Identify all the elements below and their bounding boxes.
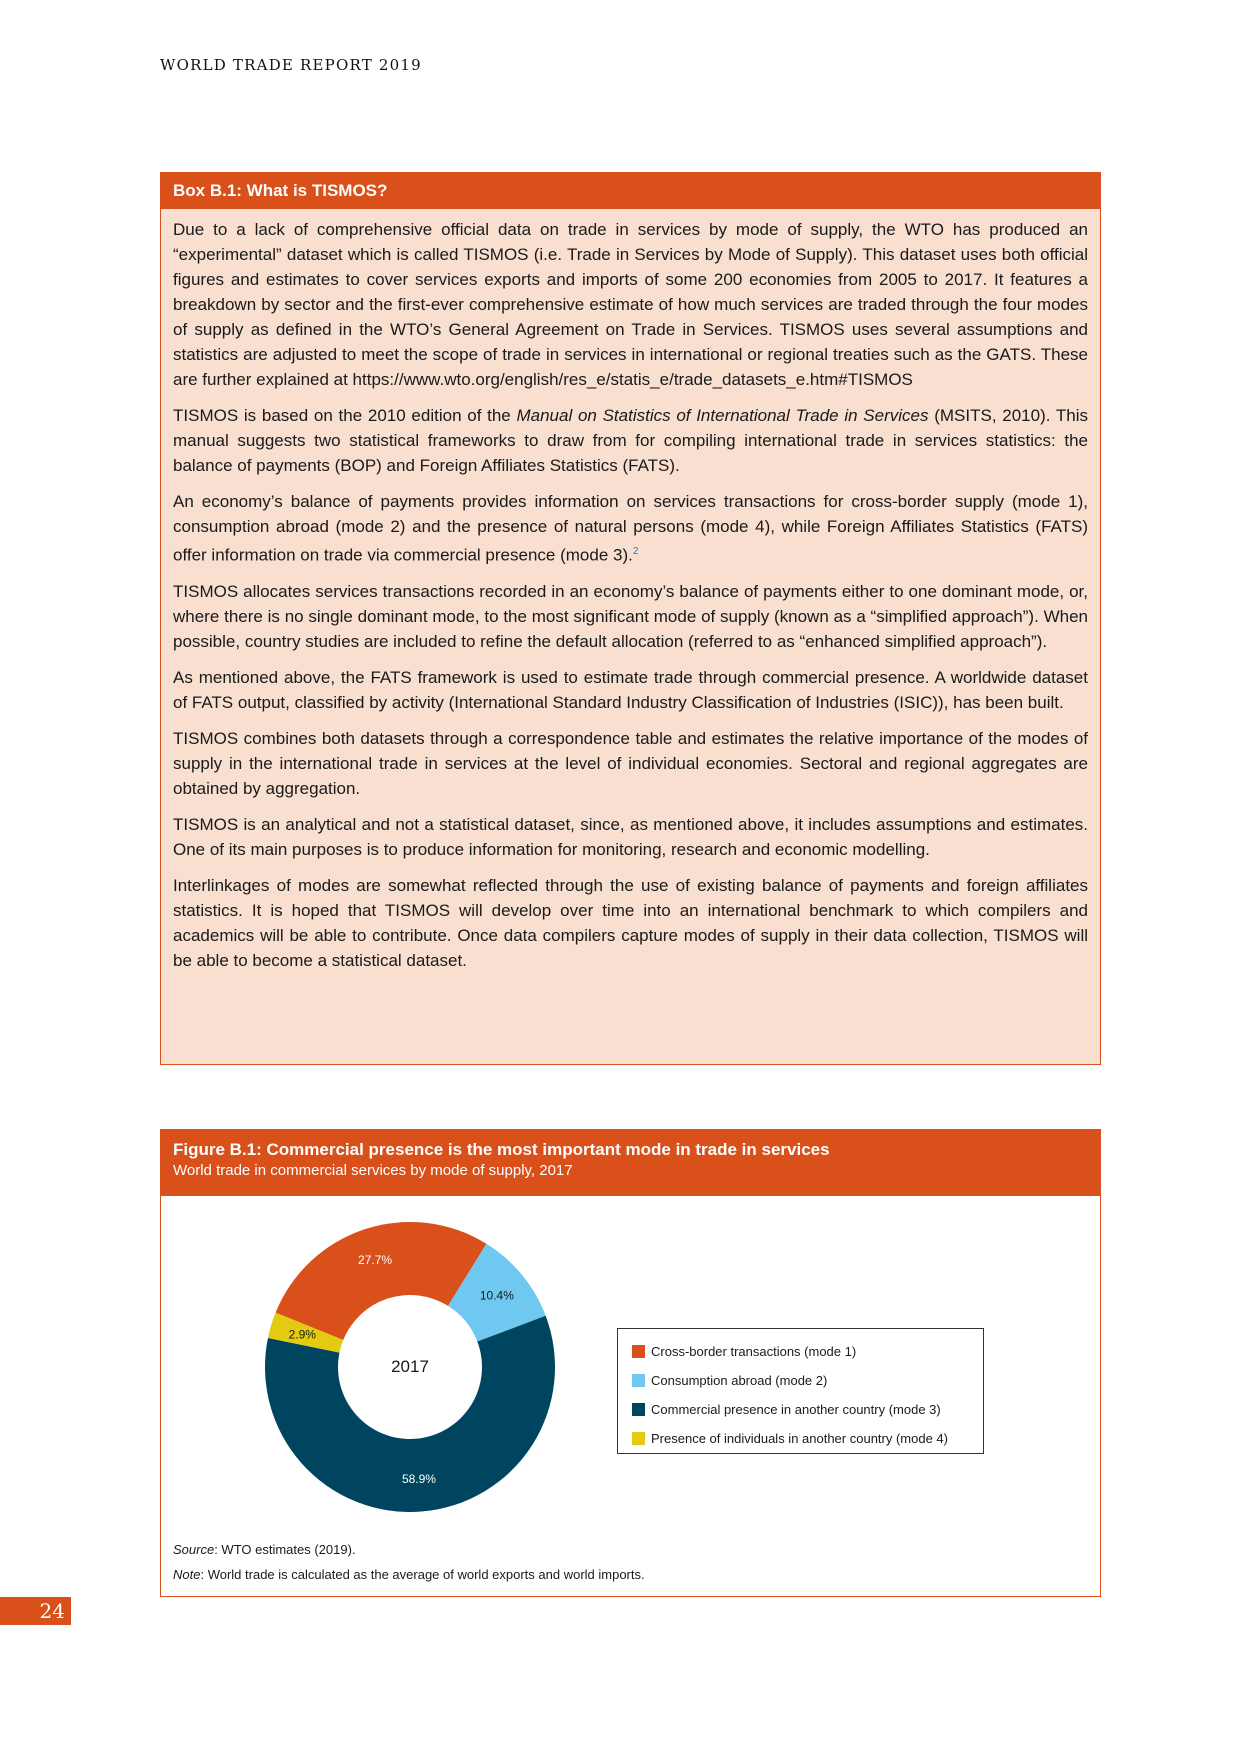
figure-panel bbox=[160, 1129, 1101, 1597]
source-text: : WTO estimates (2019). bbox=[214, 1542, 356, 1557]
legend-item-mode-4 bbox=[632, 1424, 983, 1453]
legend-swatch bbox=[632, 1403, 645, 1416]
legend-swatch bbox=[632, 1374, 645, 1387]
box-paragraph-1: Due to a lack of comprehensive official data on trade in services by mode of supply, the WTO has produced an “experimental” dataset which is called TISMOS (i.e. Trade in Services by Mode of Supply). This dataset uses both official figures and estimates to cover services exports and imports of some 200 economies from 2005 to 2017. It features a breakdown by sector and the first-ever comprehensive estimate of how much services are traded through the four modes of supply as defined in the WTO’s General Agreement on Trade in Services. TISMOS uses several assumptions and statistics are adjusted to meet the scope of trade in services in international or regional treaties such as the GATS. These are further explained at https://www.wto.org/english/res_e/statis_e/trade_datasets_e.htm#TISMOS bbox=[173, 220, 1088, 389]
figure-source bbox=[173, 1542, 356, 1557]
figure-subtitle: World trade in commercial services by mode of supply, 2017 bbox=[173, 1162, 573, 1179]
legend-item-mode-2 bbox=[632, 1366, 983, 1395]
slice-label-mode-2: 10.4% bbox=[479, 1288, 514, 1303]
box-paragraph-4: TISMOS allocates services transactions recorded in an economy’s balance of payments either to one dominant mode, or, where there is no single dominant mode, to the most significant mode of supply (known as a “simplified approach”). When possible, country studies are included to refine the default allocation (referred to as “enhanced simplified approach”). bbox=[173, 581, 1088, 651]
figure-title: Figure B.1: Commercial presence is the most important mode in trade in services bbox=[173, 1140, 830, 1159]
paragraph-2-lead: TISMOS is based on the 2010 edition of the bbox=[173, 406, 517, 425]
footnote-ref[interactable]: 2 bbox=[632, 546, 639, 557]
box-title: Box B.1: What is TISMOS? bbox=[161, 173, 1100, 209]
box-body bbox=[161, 209, 1100, 973]
page-number: 24 bbox=[0, 1597, 71, 1625]
box-paragraph-7: TISMOS is an analytical and not a statistical dataset, since, as mentioned above, it includes assumptions and estimates. One of its main purposes is to produce information for monitoring, research and economic modelling. bbox=[173, 814, 1088, 859]
legend-label: Cross-border transactions (mode 1) bbox=[651, 1344, 857, 1359]
paragraph-2-tail: (MSITS, 2010). This manual suggests two statistical frameworks to draw from for compiling international trade in services statistics: the balance of payments (BOP) and Foreign Affiliates Statistics (FATS). bbox=[173, 406, 1088, 475]
box-paragraph-6: TISMOS combines both datasets through a correspondence table and estimates the relative importance of the modes of supply in the international trade in services at the level of individual economies. Sectoral and regional aggregates are obtained by aggregation. bbox=[173, 728, 1088, 798]
box-paragraph-5: As mentioned above, the FATS framework is used to estimate trade through commercial presence. A worldwide dataset of FATS output, classified by activity (International Standard Industry Classification of Industries (ISIC)), has been built. bbox=[173, 667, 1088, 712]
source-label: Source bbox=[173, 1542, 215, 1557]
slice-label-mode-1: 27.7% bbox=[358, 1253, 393, 1268]
box-paragraph-8: Interlinkages of modes are somewhat reflected through the use of existing balance of payments and foreign affiliates statistics. It is hoped that TISMOS will develop over time into an international benchmark to which compilers and academics will be able to contribute. Once data compilers capture modes of supply in their data collection, TISMOS will be able to become a statistical dataset. bbox=[173, 875, 1088, 970]
legend-label: Presence of individuals in another country (mode 4) bbox=[651, 1431, 948, 1446]
slice-label-mode-3: 58.9% bbox=[401, 1472, 436, 1487]
paragraph-3-text: An economy’s balance of payments provides information on services transactions for cross-border supply (mode 1), consumption abroad (mode 2) and the presence of natural persons (mode 4), while Foreign Affiliates Statistics (FATS) offer information on trade via commercial presence (mode 3). bbox=[173, 492, 1088, 565]
donut-chart bbox=[265, 1222, 555, 1512]
legend-label: Commercial presence in another country (mode 3) bbox=[651, 1402, 941, 1417]
legend-swatch bbox=[632, 1432, 645, 1445]
note-text: : World trade is calculated as the average of world exports and world imports. bbox=[200, 1567, 645, 1582]
donut-center-label: 2017 bbox=[391, 1357, 429, 1376]
box-paragraph-3 bbox=[173, 489, 1088, 568]
figure-header bbox=[161, 1130, 1100, 1196]
msits-title: Manual on Statistics of International Trade in Services bbox=[516, 406, 929, 425]
running-head: WORLD TRADE REPORT 2019 bbox=[160, 56, 422, 74]
donut-slice-mode-1 bbox=[276, 1222, 487, 1340]
figure-note bbox=[173, 1567, 645, 1582]
legend-item-mode-3 bbox=[632, 1395, 983, 1424]
box-paragraph-2 bbox=[173, 403, 1088, 478]
legend-swatch bbox=[632, 1345, 645, 1358]
legend-label: Consumption abroad (mode 2) bbox=[651, 1373, 828, 1388]
chart-legend bbox=[617, 1328, 984, 1454]
legend-item-mode-1 bbox=[632, 1337, 983, 1366]
slice-label-mode-4: 2.9% bbox=[288, 1327, 316, 1342]
note-label: Note bbox=[173, 1567, 201, 1582]
info-box bbox=[160, 172, 1101, 1065]
